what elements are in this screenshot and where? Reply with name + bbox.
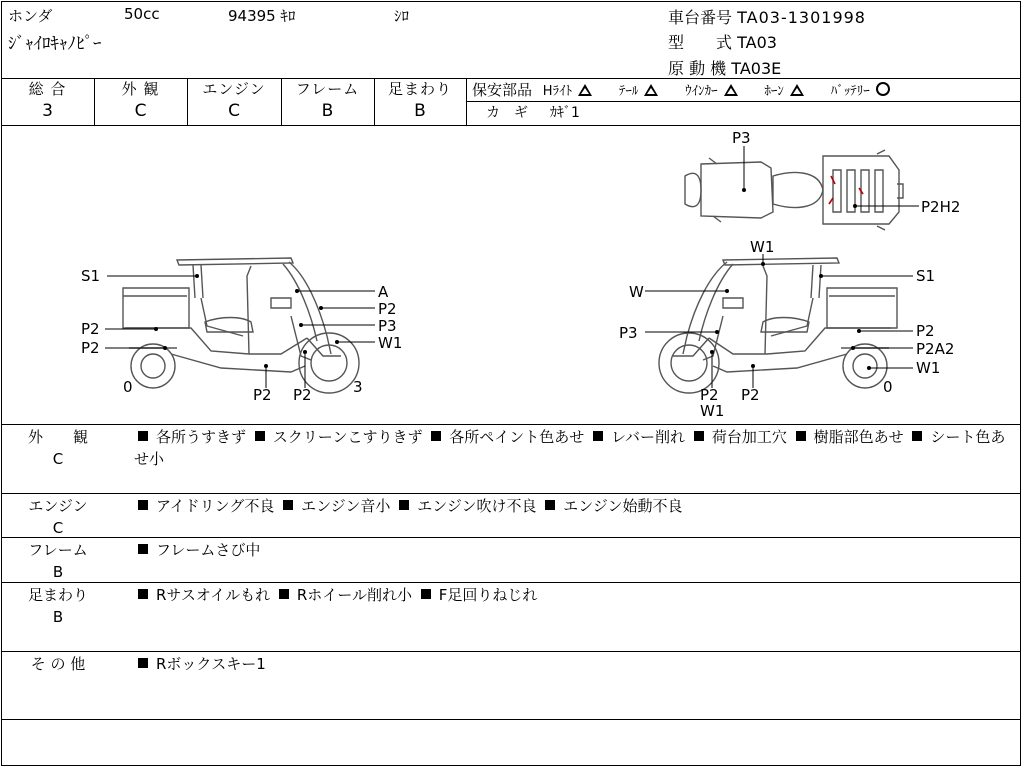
label-right-w1b: W1 bbox=[700, 402, 725, 420]
bullet-icon bbox=[545, 500, 555, 510]
bullet-icon bbox=[593, 431, 603, 441]
bullet-icon bbox=[399, 500, 409, 510]
bullet-icon bbox=[279, 589, 289, 599]
safety-title: 保安部品 bbox=[472, 81, 533, 99]
label-left-three: 3 bbox=[353, 378, 363, 396]
label-top-p2h2: P2H2 bbox=[921, 198, 961, 216]
maker: ホンダ bbox=[8, 7, 53, 25]
label-right-p2a2: P2A2 bbox=[916, 340, 955, 358]
grade-overall: 総 合 3 bbox=[28, 80, 67, 121]
bullet-icon bbox=[138, 500, 148, 510]
color: ｼﾛ bbox=[394, 7, 410, 25]
frame-number: 車台番号 TA03-1301998 bbox=[668, 8, 866, 27]
label-right-p2c: P2 bbox=[741, 386, 760, 404]
label-left-p2d: P2 bbox=[253, 386, 272, 404]
label-top-p3: P3 bbox=[732, 129, 751, 147]
label-left-p2e: P2 bbox=[293, 386, 312, 404]
bullet-icon bbox=[138, 658, 148, 668]
circle-icon bbox=[876, 82, 890, 96]
divider bbox=[1, 719, 1021, 720]
label-left-p2b: P2 bbox=[81, 339, 100, 357]
grade-frame: フレーム B bbox=[295, 80, 360, 121]
section-suspension-label: 足まわり B bbox=[27, 586, 88, 626]
grade-suspension: 足まわり B bbox=[387, 80, 452, 121]
triangle-icon bbox=[644, 84, 658, 96]
safety-winker: ｳｲﾝｶｰ bbox=[685, 84, 738, 99]
bullet-icon bbox=[431, 431, 441, 441]
section-other-label: そ の 他 bbox=[30, 655, 86, 673]
displacement: 50cc bbox=[124, 5, 160, 23]
label-right-w1: W1 bbox=[916, 359, 941, 377]
section-engine-notes: アイドリング不良 エンジン音小 エンジン吹け不良 エンジン始動不良 bbox=[134, 495, 1014, 517]
grade-engine: エンジン C bbox=[202, 80, 266, 121]
section-frame-label: フレーム B bbox=[28, 541, 88, 581]
model-name: ｼﾞｬｲﾛｷｬﾉﾋﾟｰ bbox=[8, 34, 102, 54]
bullet-icon bbox=[694, 431, 704, 441]
bullet-icon bbox=[138, 589, 148, 599]
safety-horn: ﾎｰﾝ bbox=[764, 84, 804, 99]
label-right-s1: S1 bbox=[916, 267, 936, 285]
safety-battery: ﾊﾞｯﾃﾘｰ bbox=[831, 84, 890, 99]
section-suspension-notes: Rサスオイルもれ Rホイール削れ小 F足回りねじれ bbox=[134, 584, 1014, 606]
section-frame-notes: フレームさび中 bbox=[134, 539, 1014, 561]
section-exterior-notes: 各所うすきず スクリーンこすりきず 各所ペイント色あせ レバー削れ 荷台加工穴 樹脂部色あせ シート色あせ小 bbox=[134, 428, 1006, 468]
divider bbox=[1, 424, 1021, 425]
bullet-icon bbox=[138, 544, 148, 554]
divider bbox=[1, 493, 1021, 494]
section-other-notes: Rボックスキー1 bbox=[134, 653, 1014, 675]
label-left-p2c: P2 bbox=[378, 300, 397, 318]
triangle-icon bbox=[790, 84, 804, 96]
bullet-icon bbox=[796, 431, 806, 441]
safety-headlight: Hﾗｲﾄ bbox=[543, 84, 592, 99]
section-exterior-label: 外 観 C bbox=[27, 428, 88, 468]
damage-marks bbox=[829, 176, 863, 204]
label-left-s1: S1 bbox=[81, 267, 101, 285]
key-info: カ ギ ｶｷﾞ1 bbox=[486, 105, 580, 121]
engine-model: 原 動 機 TA03E bbox=[668, 59, 782, 78]
mileage: 94395 ｷﾛ bbox=[228, 7, 296, 25]
bullet-icon bbox=[255, 431, 265, 441]
label-left-a: A bbox=[378, 283, 389, 301]
label-left-w1: W1 bbox=[378, 334, 403, 352]
safety-parts bbox=[472, 80, 890, 102]
label-right-p2b: P2 bbox=[700, 386, 719, 404]
leader-dots bbox=[154, 188, 871, 370]
top-view-scooter bbox=[685, 150, 903, 230]
label-right-w1-top: W1 bbox=[750, 238, 775, 256]
divider bbox=[1, 537, 1021, 538]
bullet-icon bbox=[138, 431, 148, 441]
type: 型 式 TA03 bbox=[668, 33, 777, 52]
section-engine-label: エンジン C bbox=[28, 497, 88, 537]
label-left-p2a: P2 bbox=[81, 320, 100, 338]
damage-diagram bbox=[1, 126, 1021, 424]
bullet-icon bbox=[912, 431, 922, 441]
label-right-p3: P3 bbox=[619, 324, 638, 342]
divider bbox=[1, 651, 1021, 652]
label-right-w: W bbox=[629, 283, 644, 301]
triangle-icon bbox=[724, 84, 738, 96]
right-side-scooter bbox=[659, 258, 897, 393]
triangle-icon bbox=[578, 84, 592, 96]
divider bbox=[1, 582, 1021, 583]
label-left-p3: P3 bbox=[378, 317, 397, 335]
label-right-p2a: P2 bbox=[916, 322, 935, 340]
label-right-zero: 0 bbox=[883, 378, 893, 396]
safety-tail: ﾃｰﾙ bbox=[619, 84, 659, 99]
label-left-zero: 0 bbox=[123, 378, 133, 396]
grade-exterior: 外 観 C bbox=[121, 80, 160, 121]
bullet-icon bbox=[283, 500, 293, 510]
bullet-icon bbox=[421, 589, 431, 599]
